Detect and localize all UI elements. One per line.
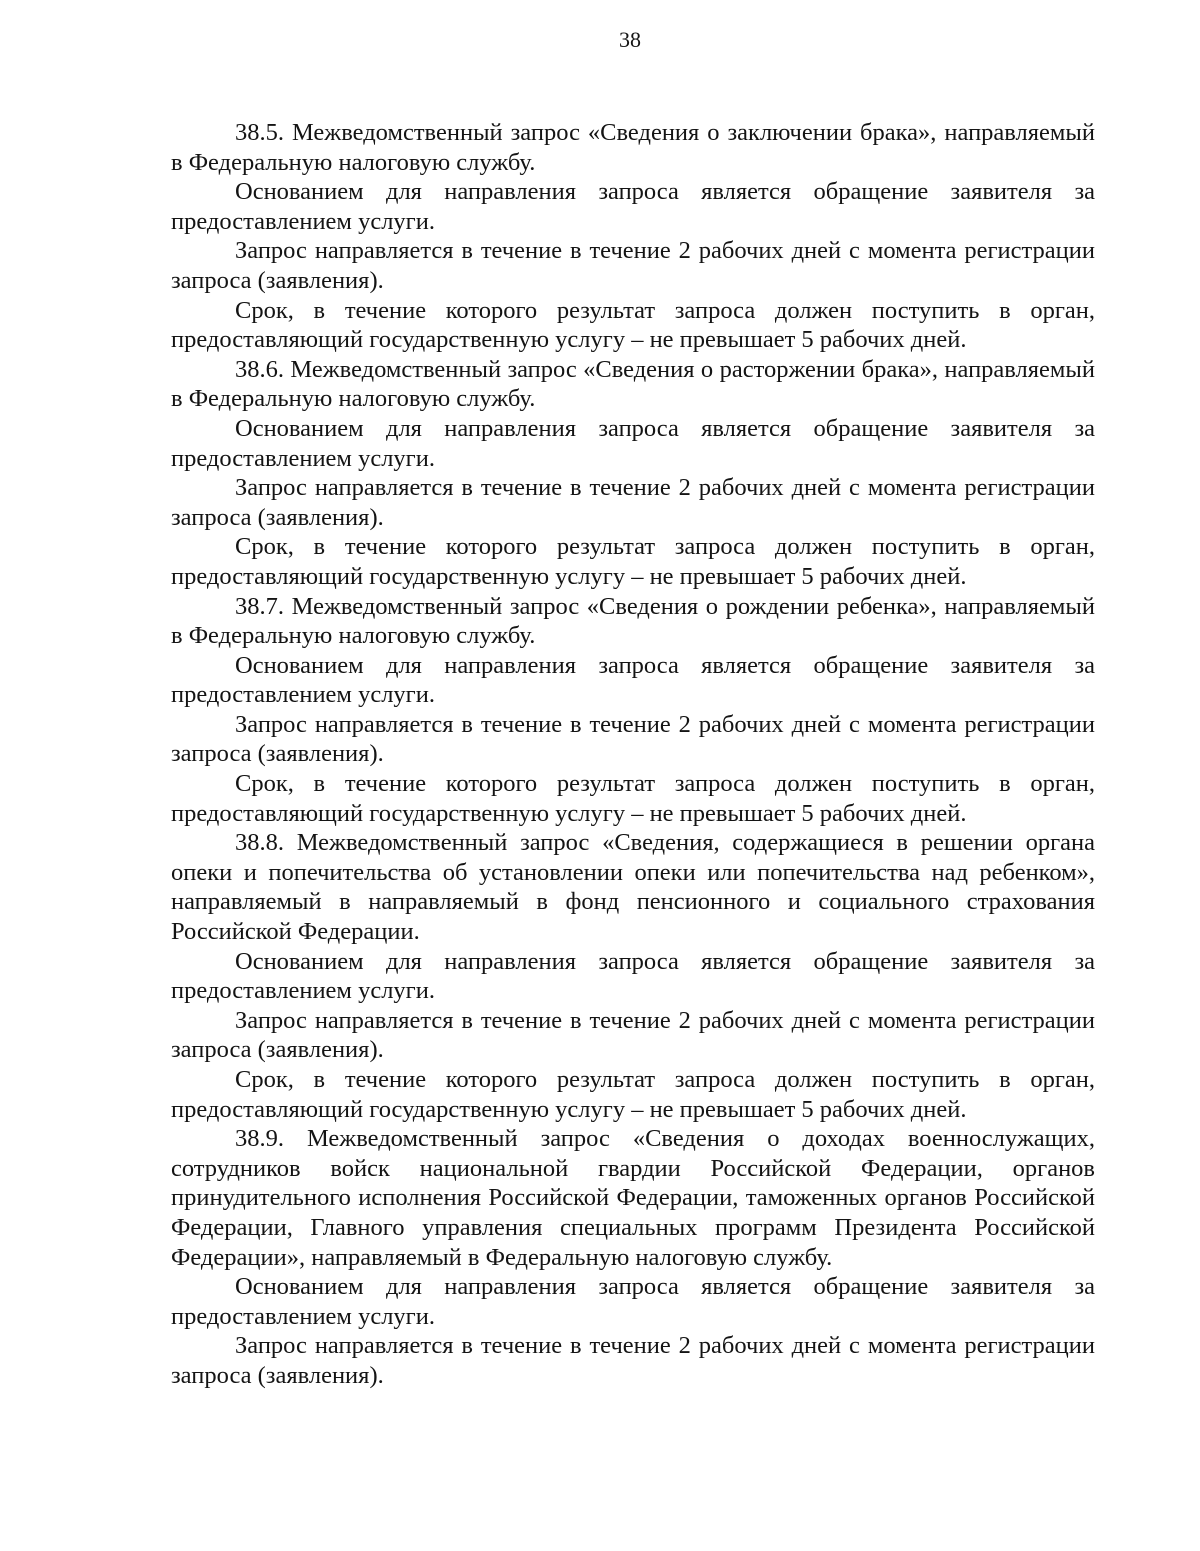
paragraph-send-time: Запрос направляется в течение в течение 2 рабочих дней с момента регистрации запроса (заявления). bbox=[171, 474, 1095, 531]
paragraph-response-deadline: Срок, в течение которого результат запроса должен поступить в орган, предоставляющий государственную услугу – не превышает 5 рабочих дней. bbox=[171, 770, 1095, 827]
page-number: 38 bbox=[619, 27, 641, 52]
paragraph-38-8-title: 38.8. Межведомственный запрос «Сведения, содержащиеся в решении органа опеки и попечительства об установлении опеки или попечительства над ребенком», направляемый в направляемый в фонд пенсионного и социального страхования Российской Федерации. bbox=[171, 829, 1095, 946]
paragraph-send-time: Запрос направляется в течение в течение 2 рабочих дней с момента регистрации запроса (заявления). bbox=[171, 237, 1095, 294]
paragraph-38-6-title: 38.6. Межведомственный запрос «Сведения о расторжении брака», направляемый в Федеральную налоговую службу. bbox=[171, 355, 1095, 413]
paragraph-response-deadline: Срок, в течение которого результат запроса должен поступить в орган, предоставляющий государственную услугу – не превышает 5 рабочих дней. bbox=[171, 296, 1095, 354]
paragraph-send-time: Запрос направляется в течение в течение 2 рабочих дней с момента регистрации запроса (заявления). bbox=[171, 1332, 1095, 1389]
paragraph-38-7-title: 38.7. Межведомственный запрос «Сведения о рождении ребенка», направляемый в Федеральную налоговую службу. bbox=[171, 592, 1095, 650]
paragraph-38-9-title: 38.9. Межведомственный запрос «Сведения о доходах военнослужащих, сотрудников войск национальной гвардии Российской Федерации, органов принудительного исполнения Российской Федерации, таможенных органов Российской Федерации, Главного управления специальных программ Президента Российской Федерации», направляемый в Федеральную налоговую службу. bbox=[171, 1125, 1095, 1271]
paragraph-38-5-title: 38.5. Межведомственный запрос «Сведения о заключении брака», направляемый в Федеральную налоговую службу. bbox=[171, 119, 1095, 176]
paragraph-response-deadline: Срок, в течение которого результат запроса должен поступить в орган, предоставляющий государственную услугу – не превышает 5 рабочих дней. bbox=[171, 1066, 1095, 1123]
document-body bbox=[171, 118, 1095, 1391]
paragraph-basis: Основанием для направления запроса является обращение заявителя за предоставлением услуги. bbox=[171, 178, 1095, 235]
paragraph-basis: Основанием для направления запроса является обращение заявителя за предоставлением услуги. bbox=[171, 414, 1095, 472]
paragraph-basis: Основанием для направления запроса является обращение заявителя за предоставлением услуги. bbox=[171, 947, 1095, 1005]
paragraph-send-time: Запрос направляется в течение в течение 2 рабочих дней с момента регистрации запроса (заявления). bbox=[171, 1006, 1095, 1064]
paragraph-basis: Основанием для направления запроса является обращение заявителя за предоставлением услуги. bbox=[171, 651, 1095, 709]
paragraph-basis: Основанием для направления запроса является обращение заявителя за предоставлением услуги. bbox=[171, 1273, 1095, 1330]
paragraph-response-deadline: Срок, в течение которого результат запроса должен поступить в орган, предоставляющий государственную услугу – не превышает 5 рабочих дней. bbox=[171, 533, 1095, 590]
paragraph-send-time: Запрос направляется в течение в течение 2 рабочих дней с момента регистрации запроса (заявления). bbox=[171, 710, 1095, 768]
